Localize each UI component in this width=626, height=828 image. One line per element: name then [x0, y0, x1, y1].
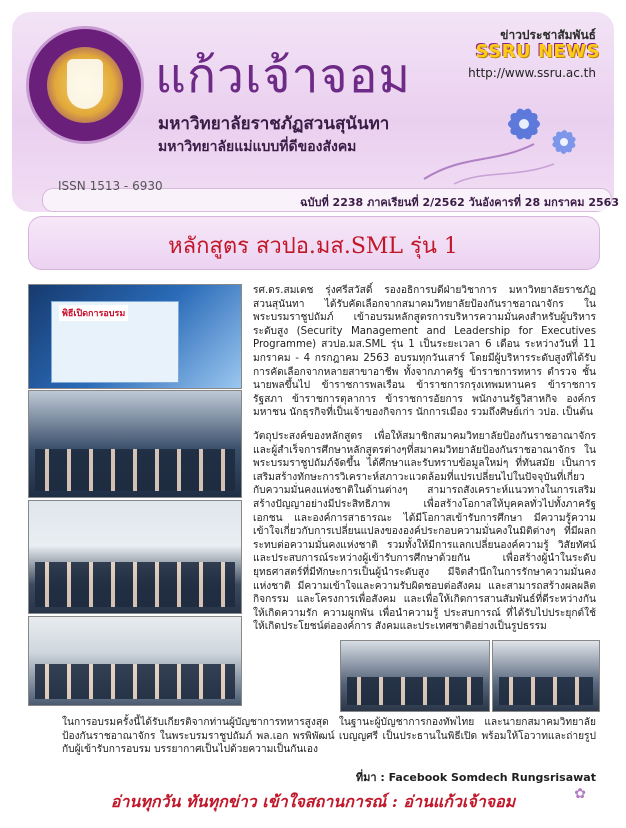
photo-group-portrait [28, 500, 242, 614]
photo-seminar-room [28, 616, 242, 706]
news-kicker: ข่าวประชาสัมพันธ์ [500, 28, 596, 42]
people-row [499, 677, 593, 705]
article-paragraph-1: รศ.ดร.สมเดช รุ่งศรีสวัสดิ์ รองอธิการบดีฝ่ายวิชาการ มหาวิทยาลัยราชภัฏสวนสุนันทา ได้รับคัดเลือกจากสมาคมวิทยาลัยป้องกันราชอาณาจักร ในพระบรมราชูปถัมภ์ เข้าอบรมหลักสูตรการบริหารความมั่นคงสำหรับผู้บริหารระดับสูง (Security Management and Leadership for Executives Programme) สวปอ.มส.SML รุ่น 1 เป็นระยะเวลา 6 เดือน ระหว่างวันที่ 11 มกราคม - 4 กรกฎาคม 2563 อบรมทุกวันเสาร์ โดยมีผู้บริหารระดับสูงที่ได้รับการคัดเลือกจากหลายสาขาอาชีพ ทั้งจากภาครัฐ ข้าราชการทหาร ตำรวจ ชั้นนายพลขึ้นไป ข้าราชการพลเรือน ข้าราชการกรุงเทพมหานคร ข้าราชการรัฐสภา ข้าราชการตุลาการ ข้าราชการอัยการ พนักงานรัฐวิสาหกิจ องค์กรมหาชน นักธุรกิจที่เป็นเจ้าของกิจการ นักการเมือง รวมถึงศิษย์เก่า วปอ. เป็นต้น [253, 285, 596, 419]
newsletter-title: แก้วเจ้าจอม [155, 48, 412, 104]
university-name: มหาวิทยาลัยราชภัฏสวนสุนันทา [158, 114, 390, 134]
people-row [35, 664, 235, 699]
article-paragraph-2: วัตถุประสงค์ของหลักสูตร เพื่อให้สมาชิกสมาคมวิทยาลัยป้องกันราชอาณาจักรและผู้สำเร็จการศึกษาหลักสูตรต่างๆที่สมาคมวิทยาลัยป้องกันราชอาณาจักร ในพระบรมราชูปถัมภ์จัดขึ้น ได้ศึกษาและรับทราบข้อมูลใหม่ๆ ที่ทันสมัย เป็นการเสริมสร้างทักษะการวิเคราะห์สภาวะแวดล้อมที่แปรเปลี่ยนไปในปัจจุบันที่เกี่ยวกับความมั่นคงแห่งชาติในด้านต่างๆ สามารถสังเคราะห์แนวทางในการเสริมสร้างปัญญาอย่างมีประสิทธิภาพ เพื่อสร้างโอกาสให้บุคคลทั่วไปทั้งภาครัฐ เอกชน และองค์การสาธารณะ ได้มีโอกาสเข้ารับการศึกษา มีความรู้ความเข้าใจเกี่ยวกับการเปลี่ยนแปลงขององค์ประกอบความมั่นคงในมิติต่างๆ ที่มีผลกระทบต่อความมั่นคงแห่งชาติ รวมทั้งให้มีการแลกเปลี่ยนองค์ความรู้ วิสัยทัศน์และประสบการณ์ระหว่างผู้เข้ารับการศึกษาด้วยกัน เพื่อสร้างผู้นำในระดับยุทธศาสตร์ที่มีทักษะการเป็นผู้นำระดับสูง มีจิตสำนึกในการรักษาความมั่นคงแห่งชาติ มีความเข้าใจและความรับผิดชอบต่อสังคม และสามารถสร้างผลผลิต กิจกรรม และโครงการเพื่อสังคม และเพื่อให้เกิดการสานสัมพันธ์ที่ดีระหว่างกัน ให้เกิดความรัก ความผูกพัน เพื่อนำความรู้ ประสบการณ์ ที่ได้รับไปประยุกต์ใช้ให้เกิดประโยชน์ต่อองค์การ สังคมและประเทศชาติอย่างเป็นรูปธรรม [253, 431, 596, 633]
people-row [347, 677, 483, 705]
photo-thumbs-up-group [340, 640, 490, 712]
article-paragraph-3: ในการอบรมครั้งนี้ได้รับเกียรติจากท่านผู้บัญชาการทหารสูงสุด ในฐานะผู้บัญชาการกองทัพไทย และนายกสมาคมวิทยาลัยป้องกันราชอาณาจักร ในพระบรมราชูปถัมภ์ พล.เอก พรพิพัฒน์ เบญญศรี เป็นประธานในพิธีเปิด พร้อมให้โอวาทและถ่ายรูปกับผู้เข้ารับการอบรม บรรยากาศเป็นไปด้วยความเป็นกันเอง [62, 717, 596, 756]
ssru-news-brand: SSRU NEWS [475, 41, 600, 62]
article-title: หลักสูตร สวปอ.มส.SML รุ่น 1 [168, 234, 458, 259]
website-url: http://www.ssru.ac.th [468, 66, 596, 80]
university-seal-logo [26, 26, 144, 144]
issue-date: ฉบับที่ 2238 ภาคเรียนที่ 2/2562 วันอังคารที่ 28 มกราคม 2563 [300, 196, 619, 209]
photo-small-group [492, 640, 600, 712]
photo-opening-ceremony [28, 284, 242, 389]
issn-number: ISSN 1513 - 6930 [58, 179, 163, 193]
seal-crest-icon [67, 59, 103, 109]
blue-flowers-decoration-icon [414, 84, 604, 194]
photo-group-meeting [28, 390, 242, 498]
university-slogan: มหาวิทยาลัยแม่แบบที่ดีของสังคม [158, 139, 357, 155]
photo-caption-label: พิธีเปิดการอบรม [59, 305, 128, 321]
people-row [35, 449, 235, 491]
people-row [35, 562, 235, 607]
footer-slogan: อ่านทุกวัน ทันทุกข่าว เข้าใจสถานการณ์ : อ่านแก้วเจ้าจอม [110, 792, 516, 811]
flower-decoration-icon: ✿ [574, 786, 586, 802]
article-source: ที่มา : Facebook Somdech Rungsrisawat [355, 771, 596, 784]
